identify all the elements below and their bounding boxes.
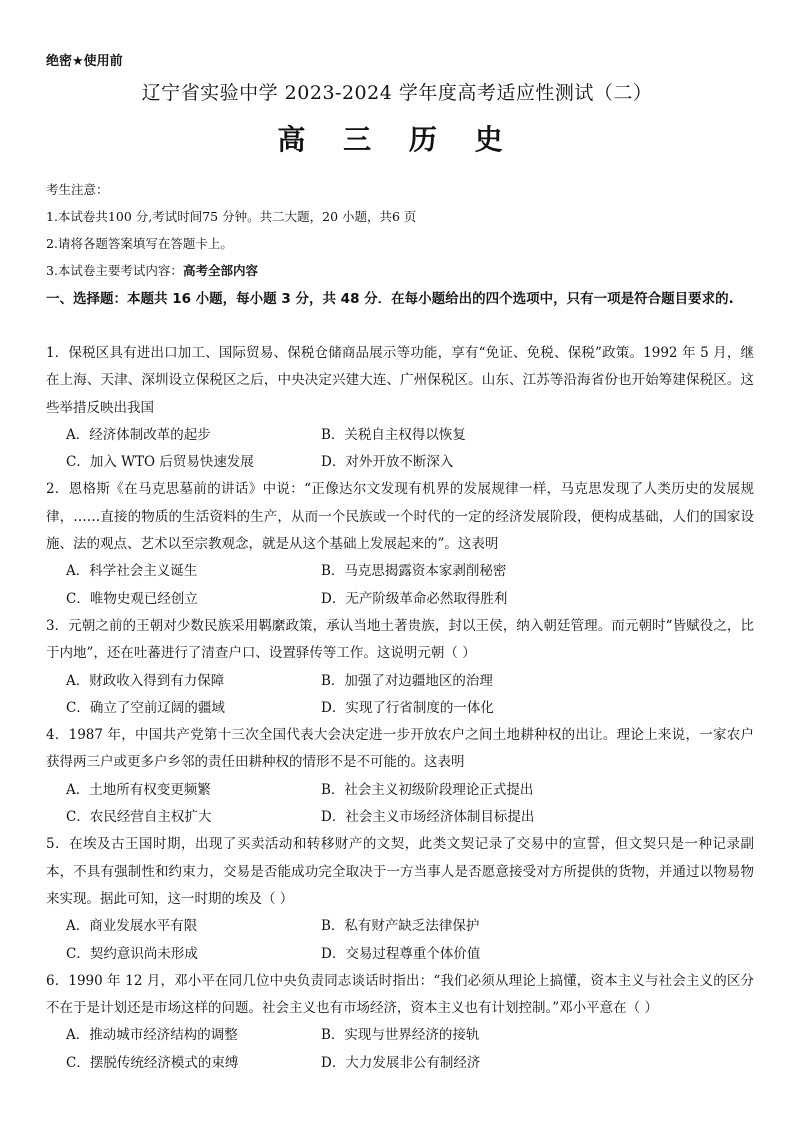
option-grid xyxy=(46,422,754,477)
option-a: A．商业发展水平有限 xyxy=(66,918,198,935)
question xyxy=(46,831,754,967)
option-d: D．对外开放不断深入 xyxy=(321,454,454,471)
option-a: A．财政收入得到有力保障 xyxy=(66,672,225,689)
question-stem: 3．元朝之前的王朝对少数民族采用羁縻政策，承认当地土著贵族，封以王侯，纳入朝廷管理。而元朝时“皆赋役之，比于内地”，还在吐蕃进行了清查户口、设置驿传等工作。这说明元朝（ ） xyxy=(46,617,754,662)
option-c: C．确立了空前辽阔的疆域 xyxy=(66,699,225,716)
option-a: A．经济体制改革的起步 xyxy=(66,426,211,443)
option-d: D．实现了行省制度的一体化 xyxy=(321,699,494,716)
option-d: D．无产阶级革命必然取得胜利 xyxy=(321,590,508,607)
question xyxy=(46,968,754,1077)
question-stem: 1．保税区具有进出口加工、国际贸易、保税仓储商品展示等功能，享有“免证、免税、保税”政策。1992 年 5 月，继在上海、天津、深圳设立保税区之后，中央决定兴建大连、广州保税区。山东、江苏等沿海省份也开始筹建保税区。这些举措反映出我国 xyxy=(46,345,754,416)
notes-item: 2.请将各题答案填写在答题卡上。 xyxy=(46,236,233,251)
option-d: D．大力发展非公有制经济 xyxy=(321,1054,481,1071)
option-b: B．实现与世界经济的接轨 xyxy=(321,1027,480,1044)
exam-title: 辽宁省实验中学 2023-2024 学年度高考适应性测试（二） xyxy=(141,82,653,104)
option-c: C．农民经营自主权扩大 xyxy=(66,809,212,826)
notes-item-prefix: 3.本试卷主要考试内容： xyxy=(46,263,183,278)
question-list xyxy=(46,340,754,1077)
option-grid xyxy=(46,1022,754,1077)
option-a: A．科学社会主义诞生 xyxy=(66,563,198,580)
option-grid xyxy=(46,668,754,723)
question-stem: 6．1990 年 12 月，邓小平在同几位中央负责同志谈话时指出：“我们必须从理论上搞懂，资本主义与社会主义的区分不在于是计划还是市场这样的问题。社会主义也有市场经济，资本主义也有计划控制。”邓小平意在（ ） xyxy=(46,972,754,1017)
option-c: C．加入 WTO 后贸易快速发展 xyxy=(66,454,254,471)
option-a: A．推动城市经济结构的调整 xyxy=(66,1027,238,1044)
question xyxy=(46,613,754,722)
option-b: B．马克思揭露资本家剥削秘密 xyxy=(321,563,507,580)
notes-item: 1.本试卷共100 分,考试时间75 分钟。共二大题，20 小题，共6 页 xyxy=(46,209,417,224)
secret-mark: 绝密★使用前 xyxy=(46,54,123,69)
option-grid xyxy=(46,913,754,968)
exam-notes xyxy=(46,176,746,284)
option-b: B．关税自主权得以恢复 xyxy=(321,426,466,443)
option-a: A．土地所有权变更频繁 xyxy=(66,781,211,798)
option-c: C．契约意识尚未形成 xyxy=(66,945,198,962)
section-heading: 一、选择题：本题共 16 小题，每小题 3 分，共 48 分．在每小题给出的四个选项中，只有一项是符合题目要求的. xyxy=(46,291,734,307)
option-b: B．私有财产缺乏法律保护 xyxy=(321,918,480,935)
question xyxy=(46,722,754,831)
notes-heading: 考生注意： xyxy=(46,182,109,197)
option-c: C．唯物史观已经创立 xyxy=(66,590,198,607)
option-grid xyxy=(46,558,754,613)
notes-item-emphasis: 高考全部内容 xyxy=(182,263,258,278)
question xyxy=(46,476,754,612)
question-stem: 5．在埃及古王国时期，出现了买卖活动和转移财产的文契，此类文契记录了交易中的宣誓，但文契只是一种记录副本，不具有强制性和约束力，交易是否能成功完全取决于一方当事人是否愿意接受对方所提供的货物，并通过以物易物来实现。据此可知，这一时期的埃及（ ） xyxy=(46,836,754,907)
option-d: D．社会主义市场经济体制目标提出 xyxy=(321,809,535,826)
option-grid xyxy=(46,777,754,832)
option-b: B．加强了对边疆地区的治理 xyxy=(321,672,493,689)
question xyxy=(46,340,754,476)
option-d: D．交易过程尊重个体价值 xyxy=(321,945,481,962)
option-b: B．社会主义初级阶段理论正式提出 xyxy=(321,781,534,798)
notes-item xyxy=(46,257,746,284)
question-stem: 4．1987 年，中国共产党第十三次全国代表大会决定进一步开放农户之间土地耕种权的出让。理论上来说，一家农户获得两三户或更多户乡邻的责任田耕种权的情形不是不可能的。这表明 xyxy=(46,727,754,771)
question-stem: 2．恩格斯《在马克思墓前的讲话》中说：“正像达尔文发现有机界的发展规律一样，马克思发现了人类历史的发展规律，……直接的物质的生活资料的生产，从而一个民族或一个时代的一定的经济发展阶段，便构成基础，人们的国家设施、法的观点、艺术以至宗教观念，就是从这个基础上发展起来的”。这表明 xyxy=(46,481,754,553)
subject-title: 高 三 历 史 xyxy=(277,123,517,156)
option-c: C．摆脱传统经济模式的束缚 xyxy=(66,1054,239,1071)
